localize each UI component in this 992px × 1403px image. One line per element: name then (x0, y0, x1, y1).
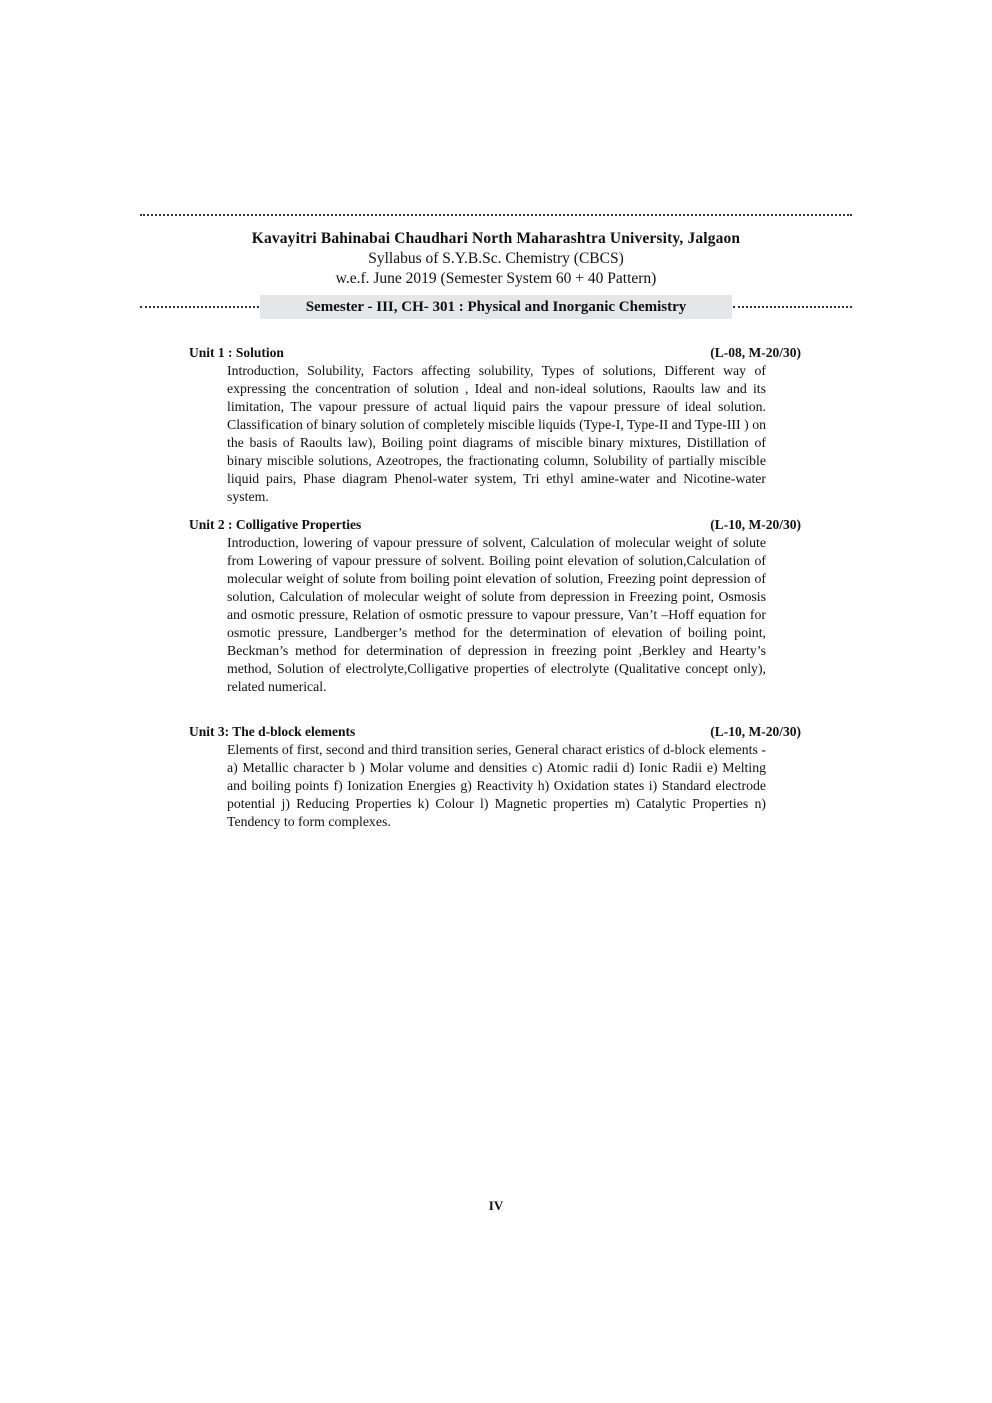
semester-course-banner: Semester - III, CH- 301 : Physical and Inorganic Chemistry (260, 295, 732, 319)
page-number: IV (488, 1198, 504, 1213)
unit-title: Unit 2 : Colligative Properties (189, 517, 362, 532)
unit-section (189, 344, 801, 506)
effective-date-line: w.e.f. June 2019 (Semester System 60 + 40 Pattern) (335, 270, 657, 287)
right-dotted-divider (733, 306, 852, 308)
unit-heading (189, 516, 801, 534)
unit-title: Unit 1 : Solution (189, 345, 284, 360)
unit-section (189, 723, 801, 831)
syllabus-title: Syllabus of S.Y.B.Sc. Chemistry (CBCS) (368, 250, 624, 267)
top-dotted-divider (140, 214, 852, 216)
unit-heading (189, 723, 801, 741)
unit-title: Unit 3: The d-block elements (189, 724, 356, 739)
unit-lectures-marks: (L-08, M-20/30) (710, 345, 801, 360)
left-dotted-divider (140, 306, 259, 308)
unit-heading (189, 344, 801, 362)
university-name: Kavayitri Bahinabai Chaudhari North Maharashtra University, Jalgaon (251, 230, 741, 247)
unit-content: Introduction, Solubility, Factors affecting solubility, Types of solutions, Different way of expressing the concentration of solution , Ideal and non-ideal solutions, Raoults law and its limitation, The vapour pressure of actual liquid pairs the vapour pressure of ideal solution. Classification of binary solution of completely miscible liquids (Type-I, Type-II and Type-III ) on the basis of Raoults law), Boiling point diagrams of miscible binary mixtures, Distillation of binary miscible solutions, Azeotropes, the fractionating column, Solubility of partially miscible liquid pairs, Phase diagram Phenol-water system, Tri ethyl amine-water and Nicotine-water system. (227, 363, 766, 504)
unit-content: Elements of first, second and third transition series, General charact eristics of d-block elements - a) Metallic character b ) Molar volume and densities c) Atomic radii d) Ionic Radii e) Melting and boiling points f) Ionization Energies g) Reactivity h) Oxidation states i) Standard electrode potential j) Reducing Properties k) Colour l) Magnetic properties m) Catalytic Properties n) Tendency to form complexes. (227, 742, 766, 829)
unit-lectures-marks: (L-10, M-20/30) (710, 724, 801, 739)
unit-lectures-marks: (L-10, M-20/30) (710, 517, 801, 532)
unit-section (189, 516, 801, 696)
unit-content: Introduction, lowering of vapour pressure of solvent, Calculation of molecular weight of solute from Lowering of vapour pressure of solvent. Boiling point elevation of solution,Calculation of molecular weight of solute from boiling point elevation of solution, Freezing point depression of solution, Calculation of molecular weight of solute from depression in Freezing point, Osmosis and osmotic pressure, Relation of osmotic pressure to vapour pressure, Van’t –Hoff equation for osmotic pressure, Landberger’s method for the determination of elevation of boiling point, Beckman’s method for determination of depression in freezing point ,Berkley and Hearty’s method, Solution of electrolyte,Colligative properties of electrolyte (Qualitative concept only), related numerical. (227, 535, 766, 694)
